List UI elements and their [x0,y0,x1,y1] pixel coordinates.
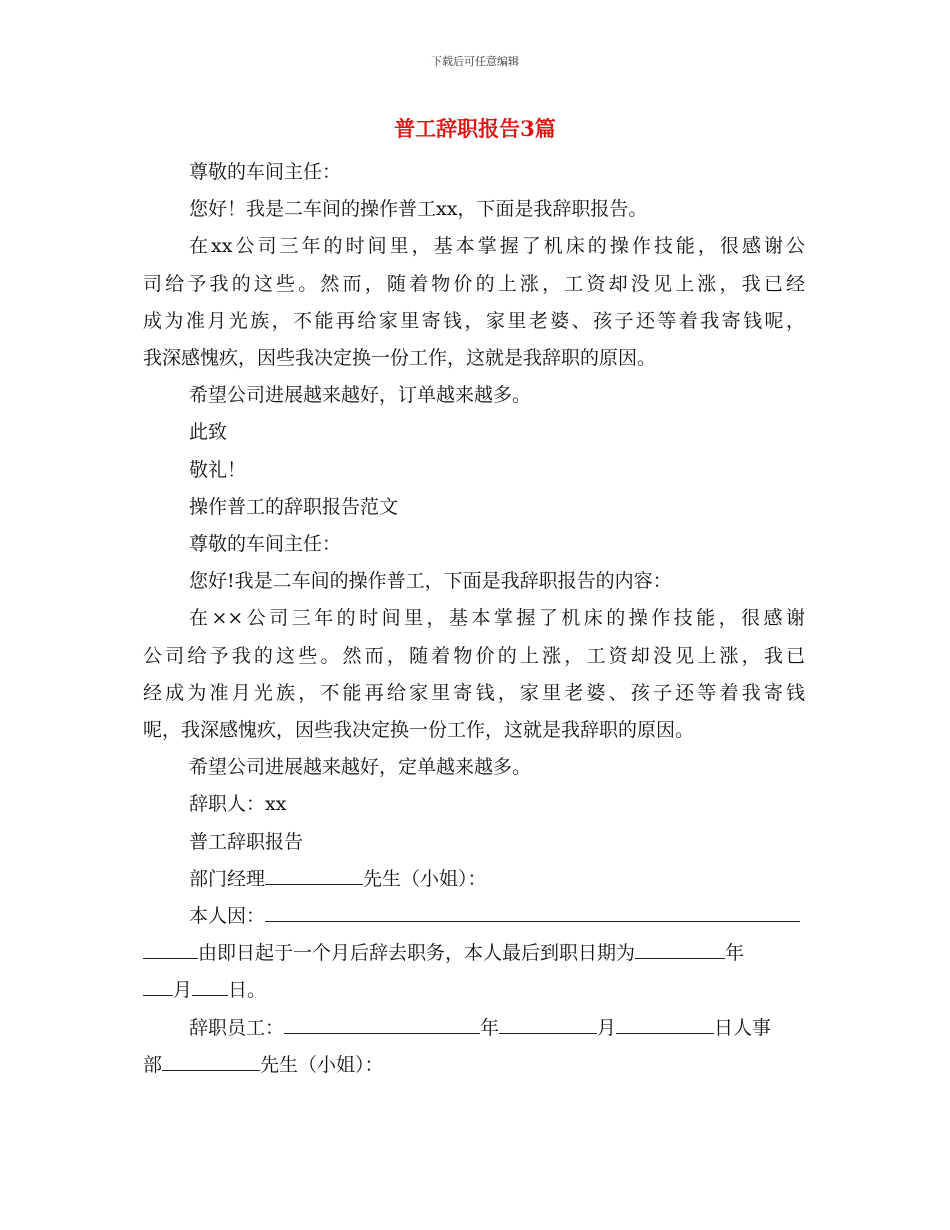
employee-name-blank[interactable] [284,1013,480,1034]
hr-suffix: 先生（小姐）： [260,1053,384,1076]
year-label: 年 [725,942,745,965]
letter1-paragraph-line: 成为准月光族，不能再给家里寄钱，家里老婆、孩子还等着我寄钱呢， [143,309,805,332]
month-label-2: 月 [597,1016,617,1039]
month-label: 月 [173,979,193,1002]
manager-name-blank[interactable] [265,864,363,885]
letter1-paragraph-line: 在xx公司三年的时间里，基本掌握了机床的操作技能，很感谢公 [189,235,805,258]
manager-line [143,861,805,898]
effective-line [143,935,805,972]
employee-line [143,1010,805,1047]
last-day-year-blank[interactable] [635,938,725,959]
letter2-signer: 辞职人：xx [189,793,287,816]
manager-prefix: 部门经理 [189,867,266,890]
day-hr-label: 日人事 [714,1016,772,1039]
reason-continued-blank[interactable] [143,938,198,959]
letter2-paragraph-line: 经成为准月光族，不能再给家里寄钱，家里老婆、孩子还等着我寄钱 [143,681,805,704]
day-end-label: 日。 [228,979,267,1002]
letter1-regards: 敬礼！ [189,458,247,481]
reason-prefix: 本人因： [189,905,266,928]
hr-line [143,1047,805,1084]
letter2-greeting: 您好!我是二车间的操作普工，下面是我辞职报告的内容： [189,570,672,593]
effective-text: 由即日起于一个月后辞去职务，本人最后到职日期为 [198,942,636,965]
manager-suffix: 先生（小姐）： [363,867,487,890]
letter1-closing: 此致 [189,421,228,444]
letter1-paragraph-line: 司给予我的这些。然而，随着物价的上涨，工资却没见上涨，我已经 [143,272,805,295]
sign-day-blank[interactable] [616,1013,714,1034]
document-title: 普工辞职报告3篇 [394,116,556,141]
reason-line [143,898,805,935]
letter2-paragraph-line: 在××公司三年的时间里，基本掌握了机床的操作技能，很感谢 [189,607,805,630]
reason-blank[interactable] [265,901,800,922]
last-day-day-blank[interactable] [192,976,228,997]
date-line [143,972,805,1009]
letter2-salutation: 尊敬的车间主任： [189,533,342,556]
hr-name-blank[interactable] [162,1050,260,1071]
page-header: 下载后可任意编辑 [431,55,519,68]
document-body [143,154,805,1084]
year-label-2: 年 [480,1016,500,1039]
last-day-month-blank[interactable] [143,976,173,997]
dept-label: 部 [143,1053,163,1076]
employee-prefix: 辞职员工： [189,1016,285,1039]
sign-month-blank[interactable] [499,1013,597,1034]
letter2-heading: 操作普工的辞职报告范文 [189,495,399,518]
letter2-paragraph-line: 呢，我深感愧疚，因些我决定换一份工作，这就是我辞职的原因。 [143,719,695,742]
letter1-wish: 希望公司进展越来越好，订单越来越多。 [189,384,532,407]
letter1-greeting: 您好！我是二车间的操作普工xx，下面是我辞职报告。 [189,198,648,221]
letter1-paragraph-line: 我深感愧疚，因些我决定换一份工作，这就是我辞职的原因。 [143,347,657,370]
letter1-salutation: 尊敬的车间主任： [189,161,342,183]
letter2-paragraph-line: 公司给予我的这些。然而，随着物价的上涨，工资却没见上涨，我已 [143,644,805,667]
letter3-heading: 普工辞职报告 [189,830,304,853]
letter2-wish: 希望公司进展越来越好，定单越来越多。 [189,756,532,779]
